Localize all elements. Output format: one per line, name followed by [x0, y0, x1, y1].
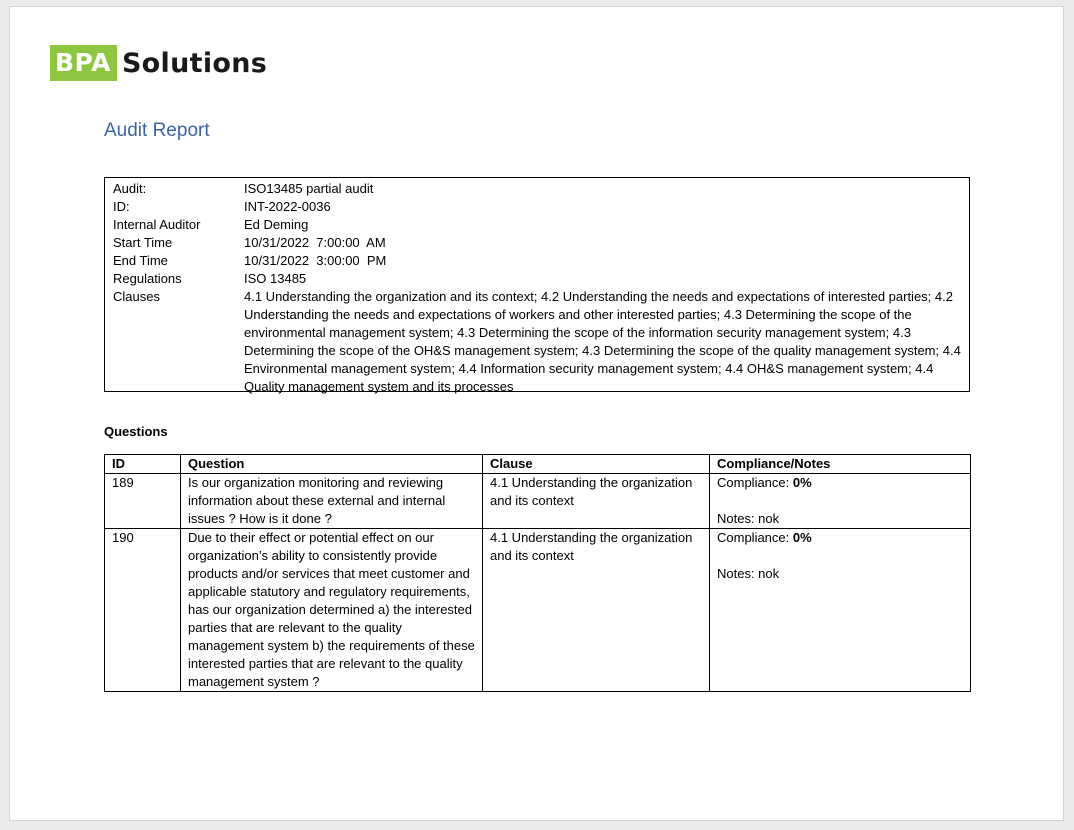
- info-value: INT-2022-0036: [244, 199, 331, 214]
- table-row: [105, 474, 971, 529]
- cell-question: Is our organization monitoring and reviewing information about these external and internal issues ? How is it done ?: [181, 474, 483, 529]
- notes-text: Notes: nok: [717, 511, 780, 526]
- notes-text: Notes: nok: [717, 566, 780, 581]
- cell-id: 190: [105, 529, 181, 692]
- info-label: Clauses: [113, 289, 160, 304]
- compliance-value: 0%: [792, 475, 812, 490]
- info-label: ID:: [113, 199, 130, 214]
- column-header-compliance: Compliance/Notes: [710, 455, 971, 474]
- column-header-question: Question: [181, 455, 483, 474]
- cell-question: Due to their effect or potential effect on our organization’s ability to consistently provide products and/or services that meet customer and applicable statutory and regulatory requirements, has our organization determined a) the interested parties that are relevant to the quality management system b) the requirements of these interested parties that are relevant to the quality management system ?: [181, 529, 483, 692]
- info-label: Regulations: [113, 271, 182, 286]
- info-value: ISO13485 partial audit: [244, 181, 374, 196]
- info-label: End Time: [113, 253, 168, 268]
- spacer: [717, 492, 966, 510]
- info-label: Audit:: [113, 181, 147, 196]
- logo-text: Solutions: [121, 47, 268, 79]
- logo-box: BPA: [50, 45, 117, 81]
- cell-compliance-notes: [710, 474, 971, 529]
- info-label: Start Time: [113, 235, 173, 250]
- info-value: Ed Deming: [244, 217, 309, 232]
- info-value: 10/31/2022 7:00:00 AM: [244, 235, 386, 250]
- info-value: ISO 13485: [244, 271, 307, 286]
- spacer: [717, 547, 966, 565]
- report-title: Audit Report: [104, 120, 210, 141]
- info-row-audit: [105, 180, 969, 198]
- cell-compliance-notes: [710, 529, 971, 692]
- info-row-auditor: [105, 216, 969, 234]
- table-header-row: [105, 455, 971, 474]
- company-logo: [50, 45, 267, 81]
- compliance-value: 0%: [792, 530, 812, 545]
- compliance-label: Compliance:: [717, 530, 793, 545]
- cell-id: 189: [105, 474, 181, 529]
- info-row-end-time: [105, 252, 969, 270]
- info-row-start-time: [105, 234, 969, 252]
- column-header-clause: Clause: [483, 455, 710, 474]
- column-header-id: ID: [105, 455, 181, 474]
- cell-clause: 4.1 Understanding the organization and its context: [483, 474, 710, 529]
- info-label: Internal Auditor: [113, 217, 201, 232]
- table-row: [105, 529, 971, 692]
- questions-table: [104, 454, 971, 692]
- questions-heading: Questions: [104, 424, 168, 439]
- compliance-line: [717, 529, 966, 547]
- audit-info-table: [104, 177, 970, 392]
- compliance-line: [717, 474, 966, 492]
- document-page: [9, 6, 1064, 821]
- info-value: 4.1 Understanding the organization and its context; 4.2 Understanding the needs and expectations of interested parties; 4.2 Understanding the needs and expectations of workers and other interested parties; 4.3 Determining the scope of the environmental management system; 4.3 Determining the scope of the information security management system; 4.3 Determining the scope of the OH&S management system; 4.3 Determining the scope of the quality management system; 4.4 Environmental management system; 4.4 Information security management system; 4.4 OH&S management system; 4.4 Quality management system and its processes: [244, 289, 961, 394]
- info-row-id: [105, 198, 969, 216]
- info-row-clauses: [105, 288, 969, 396]
- info-value: 10/31/2022 3:00:00 PM: [244, 253, 387, 268]
- info-row-regulations: [105, 270, 969, 288]
- compliance-label: Compliance:: [717, 475, 793, 490]
- cell-clause: 4.1 Understanding the organization and its context: [483, 529, 710, 692]
